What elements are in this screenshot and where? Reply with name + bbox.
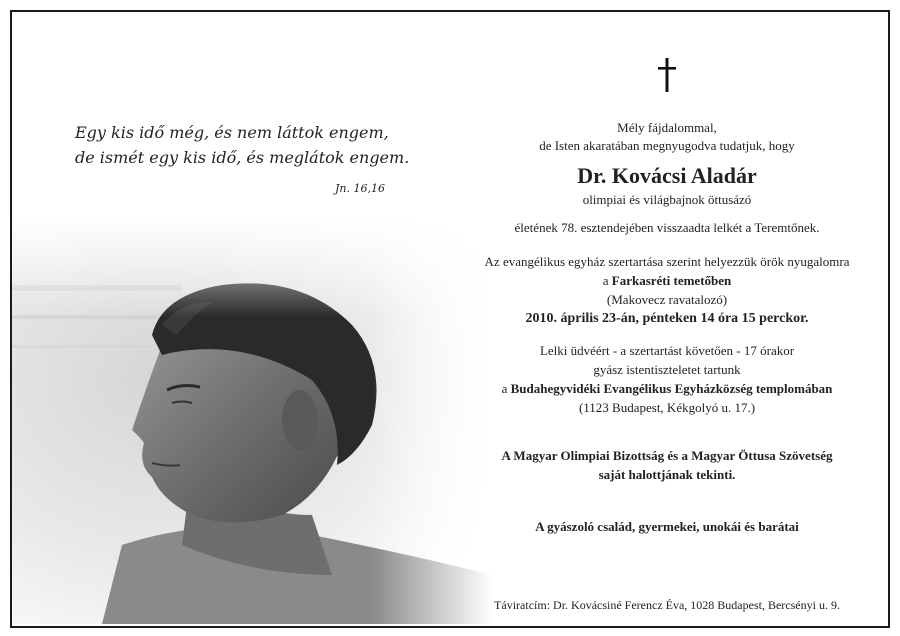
quote-line-2: de ismét egy kis idő, és meglátok engem. xyxy=(75,148,410,167)
organizations-line-1: A Magyar Olimpiai Bizottság és a Magyar Öttusa Szövetség xyxy=(501,448,833,463)
bible-quote xyxy=(75,120,410,201)
family-line: A gyászoló család, gyermekei, unokái és barátai xyxy=(535,519,799,534)
telegram-address: Táviratcím: Dr. Kovácsiné Ferencz Éva, 1028 Budapest, Bercsényi u. 9. xyxy=(494,598,840,612)
organizations-line-2: saját halottjának tekinti. xyxy=(598,467,736,482)
funeral-date: 2010. április 23-án, pénteken 14 óra 15 perckor. xyxy=(525,311,809,326)
cemetery-prefix: a xyxy=(602,273,609,288)
portrait-photo xyxy=(12,215,492,624)
intro-line-2: de Isten akaratában megnyugodva tudatjuk, hogy xyxy=(539,138,795,153)
quote-line-1: Egy kis idő még, és nem láttok engem, xyxy=(75,123,389,142)
intro-line-1: Mély fájdalommal, xyxy=(617,120,717,135)
death-statement: életének 78. esztendejében visszaadta lelkét a Teremtőnek. xyxy=(514,220,820,235)
memorial-line-2: gyász istentiszteletet tartunk xyxy=(593,362,741,377)
chapel-name: (Makovecz ravatalozó) xyxy=(606,292,728,307)
memorial-line-1: Lelki üdvéért - a szertartást követően - 17 órakor xyxy=(539,343,795,358)
church-line xyxy=(462,381,872,397)
deceased-name: Dr. Kovácsi Aladár xyxy=(577,163,757,188)
burial-line: Az evangélikus egyház szertartása szerint helyezzük örök nyugalomra xyxy=(484,254,850,269)
church-prefix: a xyxy=(501,381,508,396)
cross-icon xyxy=(657,58,677,92)
church-name: Budahegyvidéki Evangélikus Egyházközség templomában xyxy=(510,381,833,396)
quote-reference: Jn. 16,16 xyxy=(335,182,385,195)
church-address: (1123 Budapest, Kékgolyó u. 17.) xyxy=(578,400,756,415)
cemetery-name: Farkasréti temetőben xyxy=(611,273,732,288)
deceased-title: olimpiai és világbajnok öttusázó xyxy=(582,192,752,207)
cemetery-line xyxy=(462,273,872,289)
